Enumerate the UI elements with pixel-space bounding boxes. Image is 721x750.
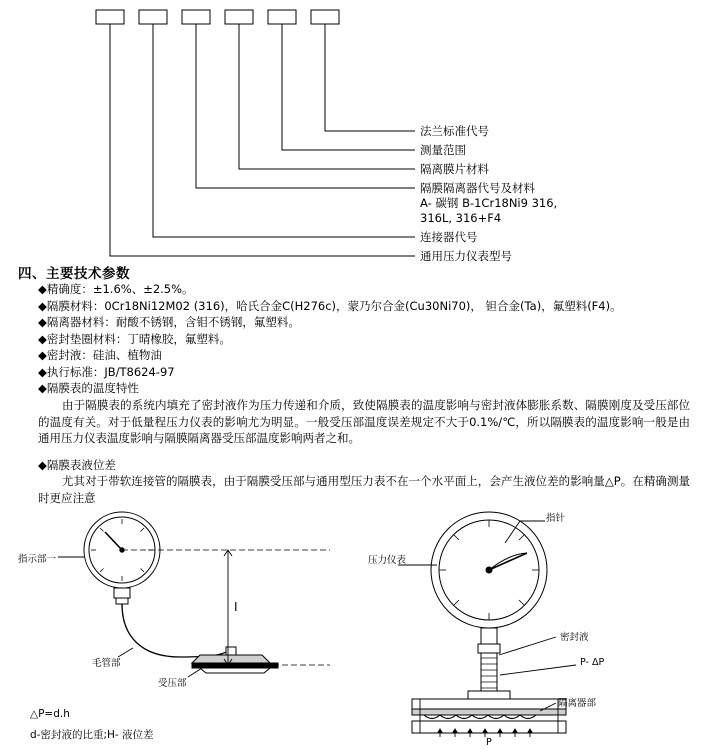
bullet-diaphragm-material: ◆隔膜材料：0Cr18Ni12M02 (316)，哈氏合金C(H276c)，蒙乃尔合金(Cu30Ni70)， 钽合金(Ta)，氟塑料(F4)。 (38, 298, 622, 313)
bullet-gasket-material: ◆密封垫圈材料：丁晴橡胶，氟塑料。 (38, 331, 231, 346)
figure-label-capillary-part: 毛管部 (92, 658, 121, 669)
bullet-standard: ◆执行标准：JB/T8624-97 (38, 364, 175, 379)
paragraph-temperature-effect: 由于隔膜表的系统内填充了密封液作为压力传递和介质，致使隔膜表的温度影响与密封液体膨胀系数、隔膜刚度及受压部位的温度有关。对于低量程压力仪表的影响尤为明显。一般受压部温度误差规定不大于0.1%/℃，所以隔膜表的温度影响一般是由通用压力仪表温度影响与隔膜隔离器受压部温度影响两者之和。 (38, 398, 690, 445)
label-measuring-range: 测量范围 (420, 143, 466, 157)
label-flange-standard-code: 法兰标准代号 (420, 124, 489, 138)
figure-label-p-bottom: P (486, 737, 492, 748)
figure-label-indicator-part: 指示部一 (18, 554, 57, 565)
model-code-ladder-diagram (0, 0, 721, 275)
bullet-temperature-char: ◆隔膜表的温度特性 (38, 381, 139, 395)
label-diaphragm-material: 隔离膜片材料 (420, 162, 489, 176)
installation-diagram-svg (0, 505, 721, 750)
bullet-level-difference: ◆隔膜表液位差 (38, 458, 116, 472)
figure-label-height-h: I (234, 600, 238, 614)
label-connector-code: 连接器代号 (420, 230, 478, 244)
bullet-isolator-material: ◆隔离器材料：耐酸不锈钢，含钼不锈钢，氟塑料。 (38, 315, 300, 329)
label-material-line-1: A- 碳钢 B-1Cr18Ni9 316, (420, 196, 558, 210)
label-general-gauge-model: 通用压力仪表型号 (420, 249, 512, 263)
figure-label-pressure-part: 受压部 (158, 678, 187, 689)
installation-diagram (0, 505, 721, 750)
figure-label-top-item: 指针 (546, 513, 566, 524)
label-material-line-2: 316L, 316+F4 (420, 211, 502, 225)
figure-label-seal-liquid: 密封液 (560, 632, 589, 643)
paragraph-level-difference: 尤其对于带软连接管的隔膜表，由于隔膜受压部与通用型压力表不在一个水平面上，会产生液位差的影响量△P。在精确测量时更应注意 (38, 474, 690, 505)
formula-legend: d-密封液的比重;H- 液位差 (30, 729, 154, 741)
bullet-accuracy: ◆精确度：±1.6%、±2.5%。 (38, 282, 194, 296)
section-title: 四、主要技术参数 (18, 266, 130, 282)
spec-bullet-list (38, 281, 698, 397)
ladder-svg (0, 0, 721, 275)
bullet-seal-liquid: ◆密封液：硅油、植物油 (38, 348, 162, 362)
figure-label-isolator: 隔离器部 (558, 698, 597, 709)
figure-label-pressure-gauge: 压力仪表 (368, 555, 407, 566)
formula-delta-p: △P=d.h (30, 708, 70, 720)
figure-label-p-delta-p: P- ΔP (580, 657, 605, 668)
label-isolator-code-material: 隔膜隔离器代号及材料 (420, 181, 535, 195)
